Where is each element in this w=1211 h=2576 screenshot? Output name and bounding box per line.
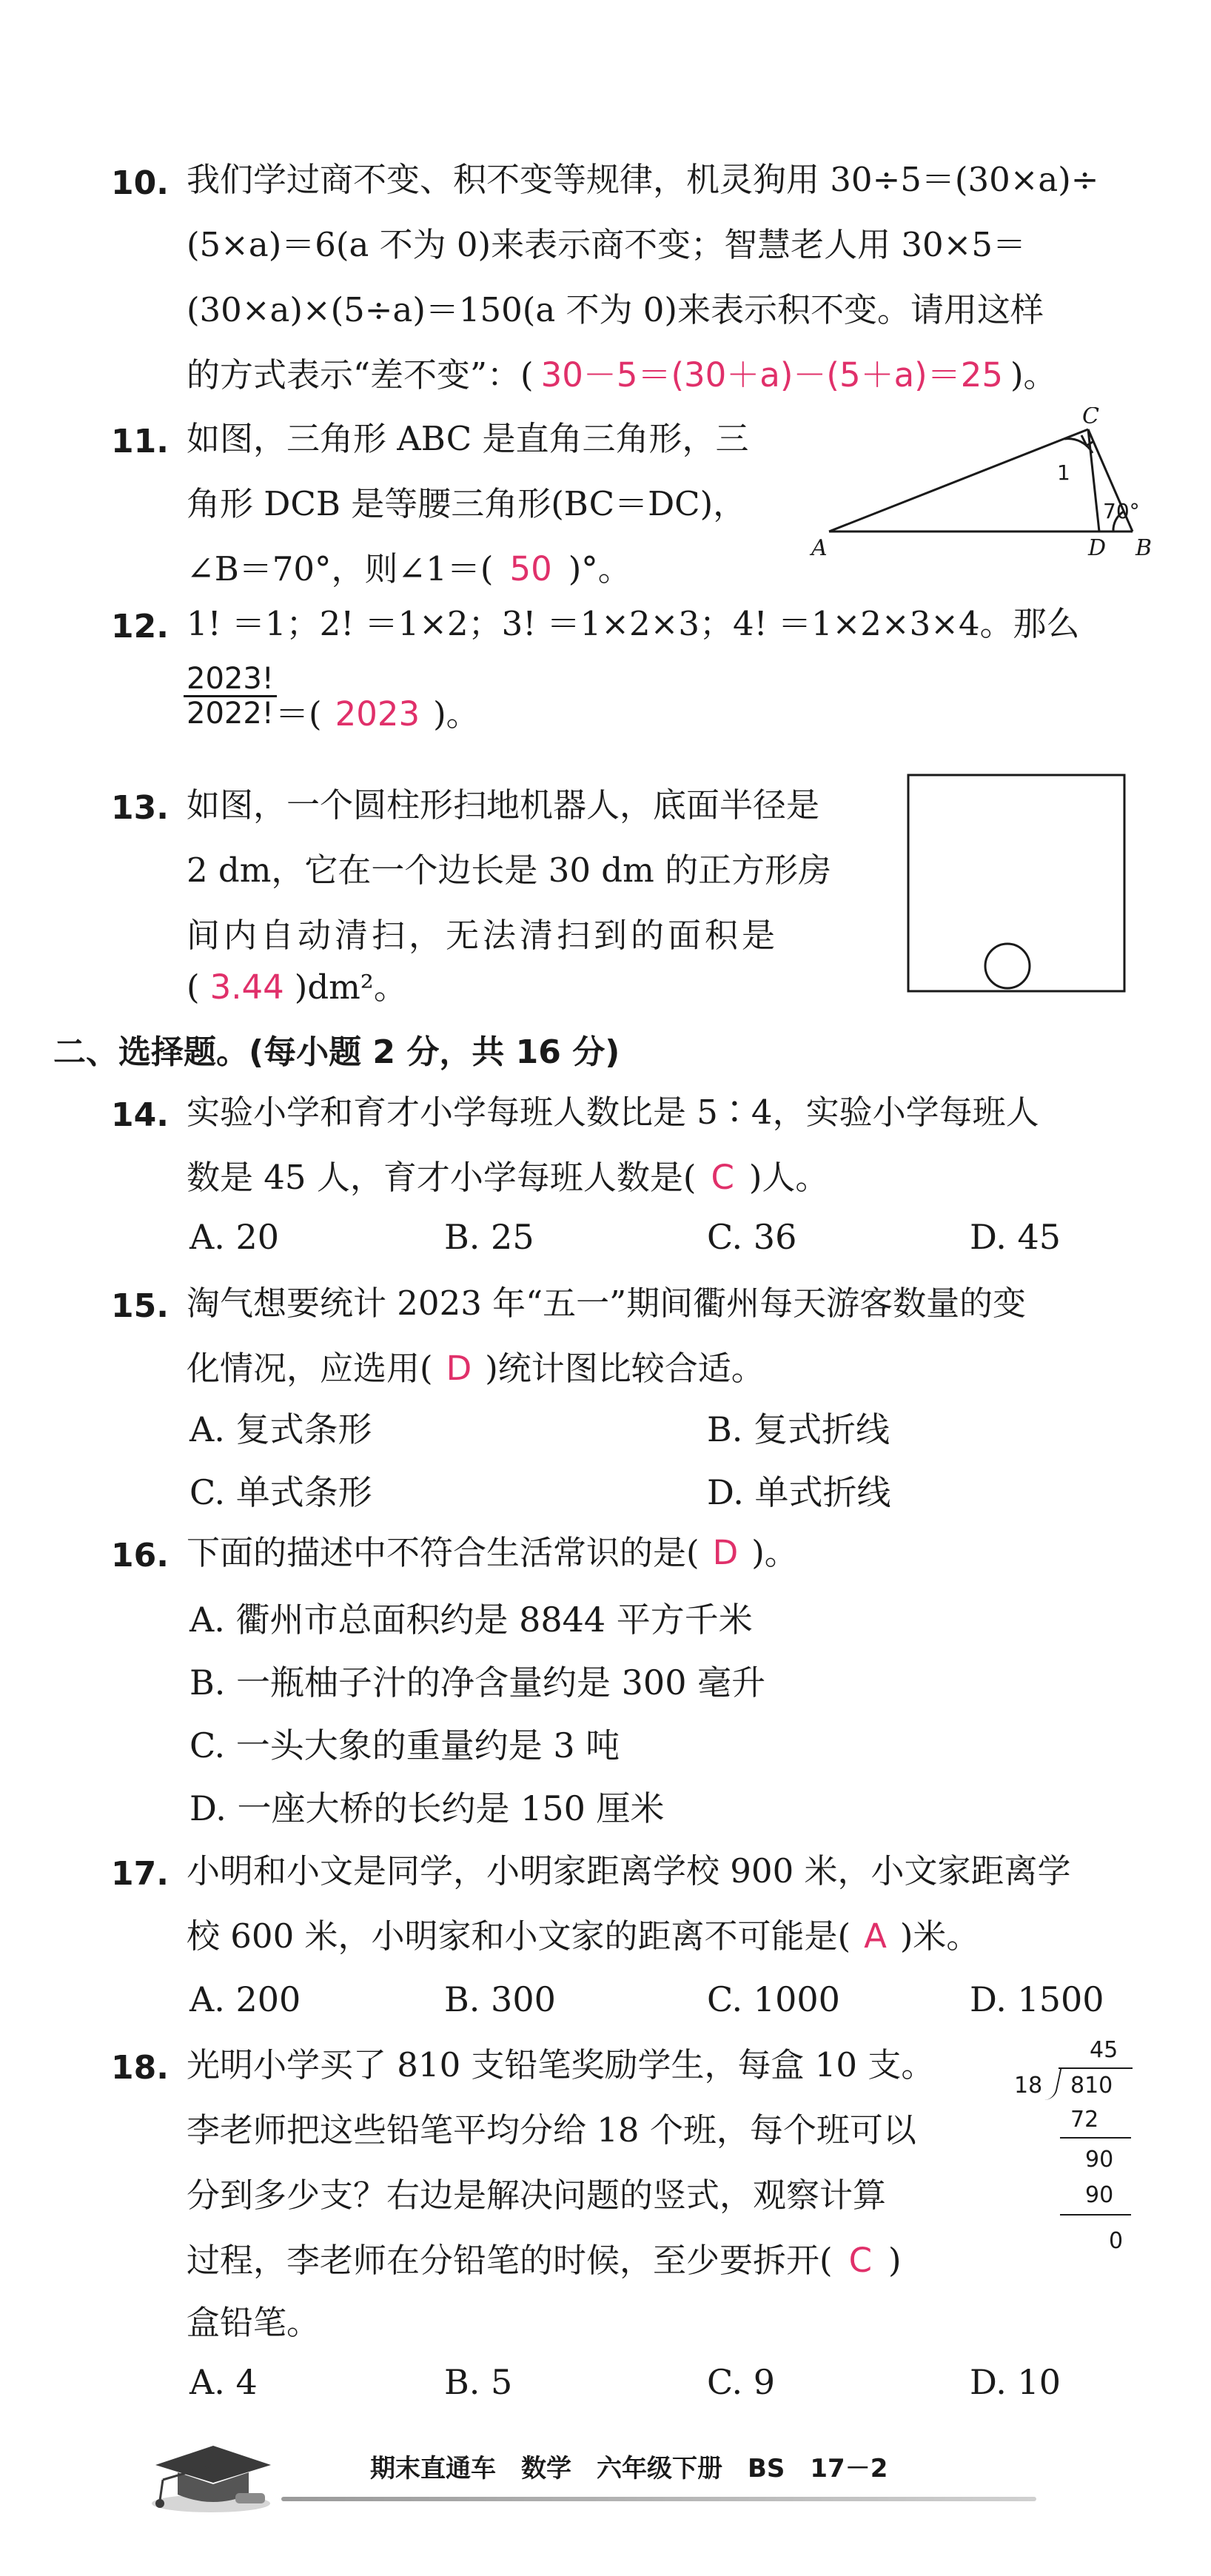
division-bracket: [1043, 2067, 1061, 2100]
q15-option-d: D. 单式折线: [707, 1472, 891, 1512]
q15-line2: [187, 1349, 765, 1388]
q15-line2-suffix: )统计图比较合适。: [485, 1349, 765, 1388]
q15-option-c: C. 单式条形: [189, 1472, 372, 1512]
q15-option-b: B. 复式折线: [707, 1409, 890, 1449]
label-a: A: [811, 535, 828, 561]
q18-line1: 光明小学买了 810 支铅笔奖励学生，每盒 10 支。: [187, 2045, 935, 2084]
q11-line3: [187, 549, 631, 588]
q10-line4-suffix: )。: [1010, 355, 1057, 395]
division-divisor: 18: [1014, 2073, 1043, 2099]
label-b: B: [1135, 535, 1153, 561]
division-remainder: 0: [1109, 2228, 1124, 2254]
q12-line2: [275, 694, 480, 734]
q10-line3: (30×a)×(5÷a)＝150(a 不为 0)来表示积不变。请用这样: [187, 290, 1044, 329]
triangle-figure: [807, 407, 1162, 570]
q10-line1: 我们学过商不变、积不变等规律，机灵狗用 30÷5＝(30×a)÷: [187, 160, 1099, 199]
q16-option-d: D. 一座大桥的长约是 150 厘米: [189, 1788, 665, 1828]
q10-line2: (5×a)＝6(a 不为 0)来表示商不变；智慧老人用 30×5＝: [187, 225, 1026, 264]
q16-option-c: C. 一头大象的重量约是 3 吨: [189, 1725, 620, 1765]
q12-number: 12.: [111, 608, 169, 645]
q18-option-c: C. 9: [707, 2362, 776, 2402]
q11-line3-prefix: ∠B＝70°，则∠1＝(: [187, 549, 494, 588]
robot-circle: [985, 944, 1030, 988]
q15-answer: D: [446, 1349, 472, 1388]
q16-line1: [187, 1533, 798, 1572]
q13-number: 13.: [111, 789, 169, 827]
q13-answer: 3.44: [209, 967, 284, 1007]
q14-line2: [187, 1158, 829, 1197]
footer-rule: [281, 2497, 1036, 2501]
q15-line2-prefix: 化情况，应选用(: [187, 1349, 433, 1388]
q15-option-a: A. 复式条形: [189, 1409, 372, 1449]
q18-line4-prefix: 过程，李老师在分铅笔的时候，至少要拆开(: [187, 2241, 833, 2280]
label-c: C: [1082, 407, 1099, 429]
q14-answer: C: [711, 1158, 734, 1197]
q17-option-b: B. 300: [444, 1979, 556, 2019]
q14-line2-prefix: 数是 45 人，育才小学每班人数是(: [187, 1158, 697, 1197]
division-bar1: [1060, 2137, 1131, 2139]
q13-line4-suffix: )dm²。: [294, 967, 407, 1007]
division-step1: 72: [1070, 2107, 1099, 2133]
q14-option-c: C. 36: [707, 1217, 797, 1257]
q16-line1-suffix: )。: [751, 1533, 798, 1572]
footer-text: 期末直通车 数学 六年级下册 BS 17－2: [370, 2454, 888, 2483]
q14-line2-suffix: )人。: [748, 1158, 829, 1197]
q16-option-a: A. 衢州市总面积约是 8844 平方千米: [189, 1600, 753, 1640]
q14-number: 14.: [111, 1096, 169, 1134]
q14-option-d: D. 45: [970, 1217, 1061, 1257]
q10-line4-prefix: 的方式表示“差不变”：(: [187, 355, 534, 395]
q11-line3-suffix: )°。: [568, 549, 631, 588]
q13-line2: 2 dm，它在一个边长是 30 dm 的正方形房: [187, 851, 832, 890]
q11-answer: 50: [509, 549, 552, 588]
q16-answer: D: [712, 1533, 739, 1572]
q12-frac-denominator: 2022!: [187, 697, 274, 731]
q12-frac-numerator: 2023!: [187, 662, 274, 696]
q12-answer: 2023: [335, 694, 420, 734]
q10-line4: [187, 355, 1057, 395]
division-bar2: [1060, 2214, 1131, 2216]
label-d: D: [1088, 535, 1107, 561]
q13-line4-prefix: (: [187, 967, 200, 1007]
q18-option-d: D. 10: [970, 2362, 1061, 2402]
q14-option-b: B. 25: [444, 1217, 534, 1257]
q17-line2: [187, 1916, 980, 1956]
q17-option-a: A. 200: [189, 1979, 301, 2019]
division-step2: 90: [1085, 2147, 1114, 2173]
q17-line2-suffix: )米。: [899, 1916, 980, 1956]
q16-line1-prefix: 下面的描述中不符合生活常识的是(: [187, 1533, 700, 1572]
division-step3: 90: [1085, 2182, 1114, 2208]
q14-line1: 实验小学和育才小学每班人数比是 5∶4，实验小学每班人: [187, 1093, 1039, 1132]
q13-line3: 间内自动清扫，无法清扫到的面积是: [187, 916, 779, 955]
q17-option-c: C. 1000: [707, 1979, 840, 2019]
division-quotient: 45: [1090, 2037, 1118, 2063]
q12-fraction: [184, 663, 277, 730]
q16-option-b: B. 一瓶柚子汁的净含量约是 300 毫升: [189, 1663, 766, 1703]
graduation-cap-icon: [148, 2435, 274, 2517]
division-top-bar: [1059, 2067, 1133, 2069]
q18-option-b: B. 5: [444, 2362, 513, 2402]
side-ac: [829, 429, 1088, 531]
section2-title: 二、选择题。(每小题 2 分，共 16 分): [53, 1033, 620, 1071]
q11-line1: 如图，三角形 ABC 是直角三角形，三: [187, 419, 749, 458]
q10-number: 10.: [111, 164, 169, 202]
q11-line2: 角形 DCB 是等腰三角形(BC＝DC)，: [187, 484, 747, 523]
long-division: [1014, 2039, 1140, 2284]
q14-option-a: A. 20: [189, 1217, 279, 1257]
q13-line1: 如图，一个圆柱形扫地机器人，底面半径是: [187, 785, 820, 825]
division-dividend: 810: [1070, 2073, 1113, 2099]
q18-number: 18.: [111, 2049, 169, 2087]
q17-answer: A: [864, 1916, 887, 1956]
q18-line5: 盒铅笔。: [187, 2303, 321, 2342]
q18-line4-suffix: ): [888, 2241, 902, 2280]
q15-line1: 淘气想要统计 2023 年“五一”期间衢州每天游客数量的变: [187, 1284, 1027, 1323]
q18-line3: 分到多少支？右边是解决问题的竖式，观察计算: [187, 2176, 887, 2215]
q17-option-d: D. 1500: [970, 1979, 1104, 2019]
q17-line1: 小明和小文是同学，小明家距离学校 900 米，小文家距离学: [187, 1851, 1071, 1891]
q17-number: 17.: [111, 1855, 169, 1893]
q16-number: 16.: [111, 1537, 169, 1574]
q17-line2-prefix: 校 600 米，小明家和小文家的距离不可能是(: [187, 1916, 851, 1956]
room-square: [908, 775, 1124, 991]
q12-line1: 1! ＝1；2! ＝1×2；3! ＝1×2×3；4! ＝1×2×3×4。那么: [187, 604, 1080, 643]
q18-answer: C: [848, 2241, 872, 2280]
q12-line2-suffix: )。: [433, 694, 480, 734]
q15-number: 15.: [111, 1287, 169, 1325]
label-angleB: 70°: [1103, 499, 1140, 523]
q18-line4: [187, 2241, 902, 2280]
q13-line4: [187, 967, 407, 1007]
label-angle1: 1: [1057, 460, 1070, 485]
q12-line2-prefix: ＝(: [275, 694, 322, 734]
q18-option-a: A. 4: [189, 2362, 258, 2402]
q18-line2: 李老师把这些铅笔平均分给 18 个班，每个班可以: [187, 2110, 916, 2150]
room-square-figure: [907, 774, 1129, 996]
q10-answer: 30－5＝(30＋a)－(5＋a)＝25: [540, 355, 1003, 395]
q11-number: 11.: [111, 423, 169, 460]
